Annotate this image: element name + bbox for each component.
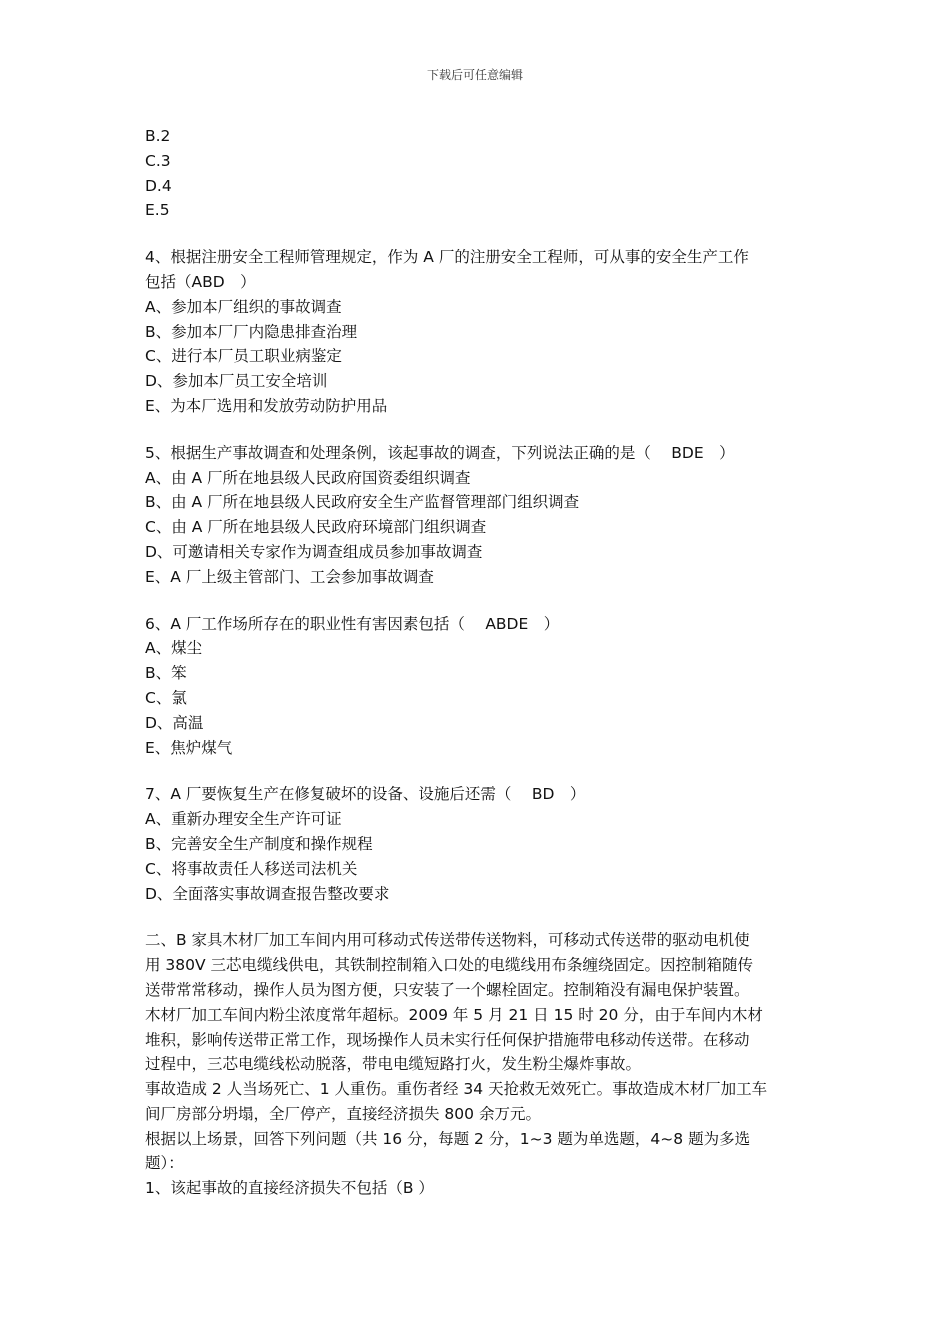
case-line: 二、B 家具木材厂加工车间内用可移动式传送带传送物料，可移动式传送带的驱动电机使	[145, 931, 750, 950]
case-line: 木材厂加工车间内粉尘浓度常年超标。2009 年 5 月 21 日 15 时 20 分，由于车间内木材	[145, 1005, 763, 1024]
question-stem: 5、根据生产事故调查和处理条例，该起事故的调查，下列说法正确的是（ BDE ）	[145, 443, 735, 462]
question-4	[145, 245, 810, 419]
case-line: 间厂房部分坍塌，全厂停产，直接经济损失 800 余万元。	[145, 1104, 541, 1123]
option-d: D、全面落实事故调查报告整改要求	[145, 884, 390, 903]
case-line: 堆积，影响传送带正常工作，现场操作人员未实行任何保护措施带电移动传送带。在移动	[145, 1030, 750, 1049]
option-e: E.5	[145, 201, 170, 220]
option-b: B.2	[145, 127, 171, 145]
question-stem: 7、A 厂要恢复生产在修复破坏的设备、设施后还需（ BD ）	[145, 785, 586, 804]
case-line: 事故造成 2 人当场死亡、1 人重伤。重伤者经 34 天抢救无效死亡。事故造成木材厂加工车	[145, 1080, 768, 1099]
option-c: C、由 A 厂所在地县级人民政府环境部门组织调查	[145, 518, 487, 537]
document-body	[145, 124, 810, 1201]
option-d: D、高温	[145, 713, 204, 732]
option-b: B、完善安全生产制度和操作规程	[145, 834, 373, 853]
option-b: B、参加本厂厂内隐患排查治理	[145, 322, 358, 341]
q3-options	[145, 124, 810, 223]
question-stem-cont: 包括（ABD ）	[145, 272, 256, 291]
question-stem: 1、该起事故的直接经济损失不包括（B ）	[145, 1179, 434, 1198]
option-a: A、参加本厂组织的事故调查	[145, 297, 342, 316]
case-line: 过程中，三芯电缆线松动脱落，带电电缆短路打火，发生粉尘爆炸事故。	[145, 1055, 642, 1074]
question-7	[145, 782, 810, 906]
case-line: 用 380V 三芯电缆线供电，其铁制控制箱入口处的电缆线用布条缠绕固定。因控制箱随传	[145, 956, 754, 975]
option-e: E、为本厂选用和发放劳动防护用品	[145, 396, 388, 415]
question-5	[145, 441, 810, 590]
case-line: 根据以上场景，回答下列问题（共 16 分，每题 2 分，1~3 题为单选题，4~8 题为多选	[145, 1129, 751, 1148]
option-b: B、由 A 厂所在地县级人民政府安全生产监督管理部门组织调查	[145, 493, 580, 512]
option-c: C、将事故责任人移送司法机关	[145, 859, 358, 878]
option-c: C.3	[145, 151, 171, 170]
option-c: C、氯	[145, 688, 187, 707]
option-d: D、参加本厂员工安全培训	[145, 372, 328, 391]
option-b: B、笨	[145, 664, 187, 683]
question-stem: 4、根据注册安全工程师管理规定，作为 A 厂的注册安全工程师，可从事的安全生产工作	[145, 248, 749, 267]
option-a: A、由 A 厂所在地县级人民政府国资委组织调查	[145, 468, 471, 487]
page-header: 下载后可任意编辑	[426, 68, 523, 82]
option-d: D.4	[145, 176, 172, 195]
option-a: A、煤尘	[145, 639, 203, 658]
option-a: A、重新办理安全生产许可证	[145, 810, 342, 829]
case-line: 送带常常移动，操作人员为图方便，只安装了一个螺栓固定。控制箱没有漏电保护装置。	[145, 980, 750, 999]
case-2-scenario	[145, 928, 810, 1201]
question-6	[145, 612, 810, 761]
option-c: C、进行本厂员工职业病鉴定	[145, 347, 342, 366]
option-e: E、A 厂上级主管部门、工会参加事故调查	[145, 567, 434, 586]
option-e: E、焦炉煤气	[145, 738, 233, 757]
option-d: D、可邀请相关专家作为调查组成员参加事故调查	[145, 542, 483, 561]
question-stem: 6、A 厂工作场所存在的职业性有害因素包括（ ABDE ）	[145, 614, 560, 633]
case-line: 题）：	[145, 1154, 184, 1173]
